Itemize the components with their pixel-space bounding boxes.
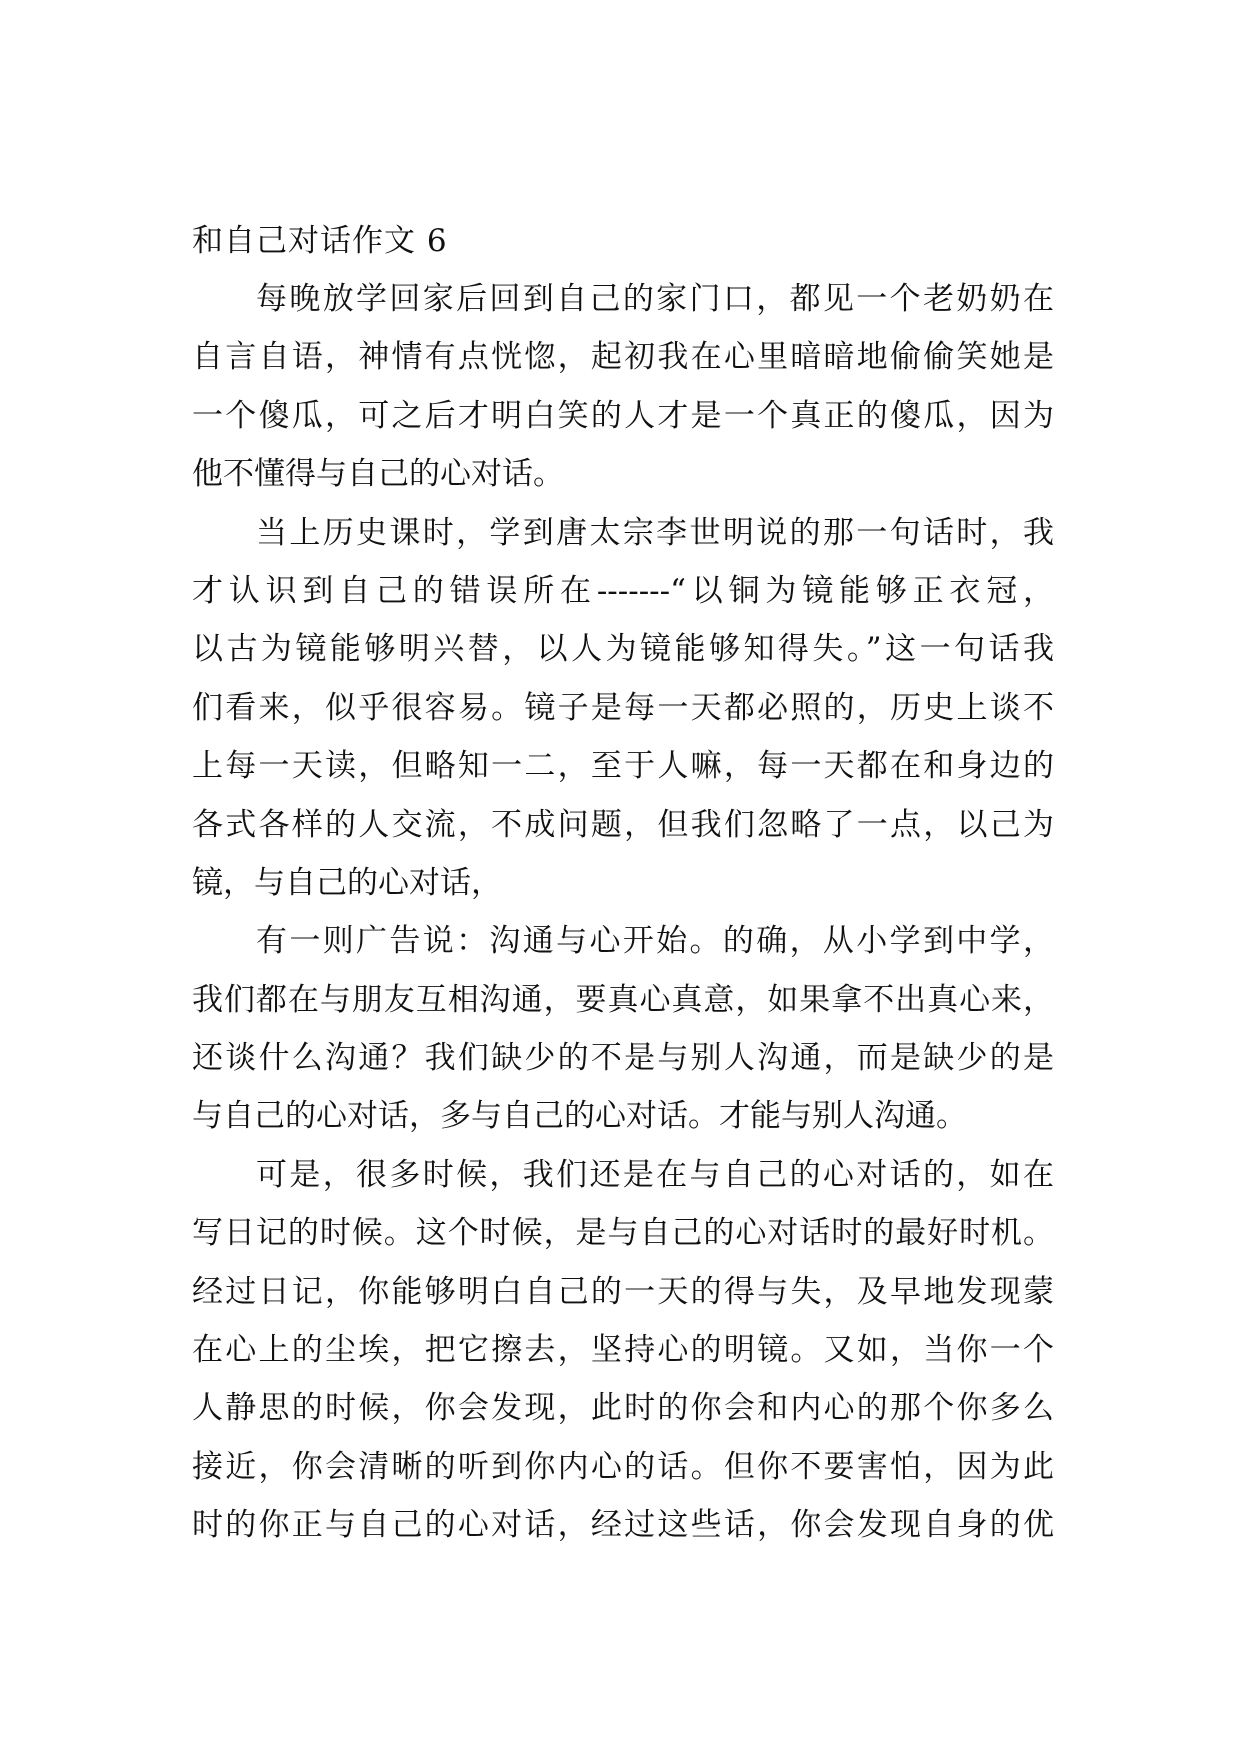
text-line: 经过日记，你能够明白自己的一天的得与失，及早地发现蒙 <box>192 1273 1054 1310</box>
text-line: 接近，你会清晰的听到你内心的话。但你不要害怕，因为此 <box>192 1448 1054 1485</box>
document-title: 和自己对话作文 6 <box>192 223 448 259</box>
text-line: 我们都在与朋友互相沟通，要真心真意，如果拿不出真心来， <box>192 981 1054 1018</box>
text-line: 镜，与自己的心对话， <box>192 864 502 901</box>
text-line: 在心上的尘埃，把它擦去，坚持心的明镜。又如，当你一个 <box>192 1332 1054 1369</box>
text-line: 有一则广告说：沟通与心开始。的确，从小学到中学， <box>256 923 1054 960</box>
text-line: 时的你正与自己的心对话，经过这些话，你会发现自身的优 <box>192 1507 1054 1544</box>
text-line: 可是，很多时候，我们还是在与自己的心对话的，如在 <box>256 1156 1054 1193</box>
text-line: 以古为镜能够明兴替，以人为镜能够知得失。”这一句话我 <box>192 631 1054 668</box>
paragraph-1 <box>192 270 1054 504</box>
text-line: 人静思的时候，你会发现，此时的你会和内心的那个你多么 <box>192 1390 1054 1427</box>
text-line: 与自己的心对话，多与自己的心对话。才能与别人沟通。 <box>192 1098 967 1135</box>
text-line: 各式各样的人交流，不成问题，但我们忽略了一点，以己为 <box>192 806 1054 843</box>
text-line: 当上历史课时，学到唐太宗李世明说的那一句话时，我 <box>256 514 1054 551</box>
text-line: 还谈什么沟通？我们缺少的不是与别人沟通，而是缺少的是 <box>192 1040 1054 1077</box>
text-line: 写日记的时候。这个时候，是与自己的心对话时的最好时机。 <box>192 1215 1054 1252</box>
text-line: 一个傻瓜，可之后才明白笑的人才是一个真正的傻瓜，因为 <box>192 397 1054 434</box>
paragraph-4 <box>192 1146 1054 1555</box>
paragraph-3 <box>192 912 1054 1146</box>
text-line: 们看来，似乎很容易。镜子是每一天都必照的，历史上谈不 <box>192 689 1054 726</box>
text-line: 他不懂得与自己的心对话。 <box>192 456 564 493</box>
text-line: 每晚放学回家后回到自己的家门口，都见一个老奶奶在 <box>256 281 1054 317</box>
text-line: 才认识到自己的错误所在-------“以铜为镜能够正衣冠， <box>192 572 1054 609</box>
text-line: 上每一天读，但略知一二，至于人嘛，每一天都在和身边的 <box>192 748 1054 785</box>
paragraph-2 <box>192 504 1054 913</box>
text-line: 自言自语，神情有点恍惚，起初我在心里暗暗地偷偷笑她是 <box>192 339 1054 376</box>
document-body <box>192 212 1054 1555</box>
